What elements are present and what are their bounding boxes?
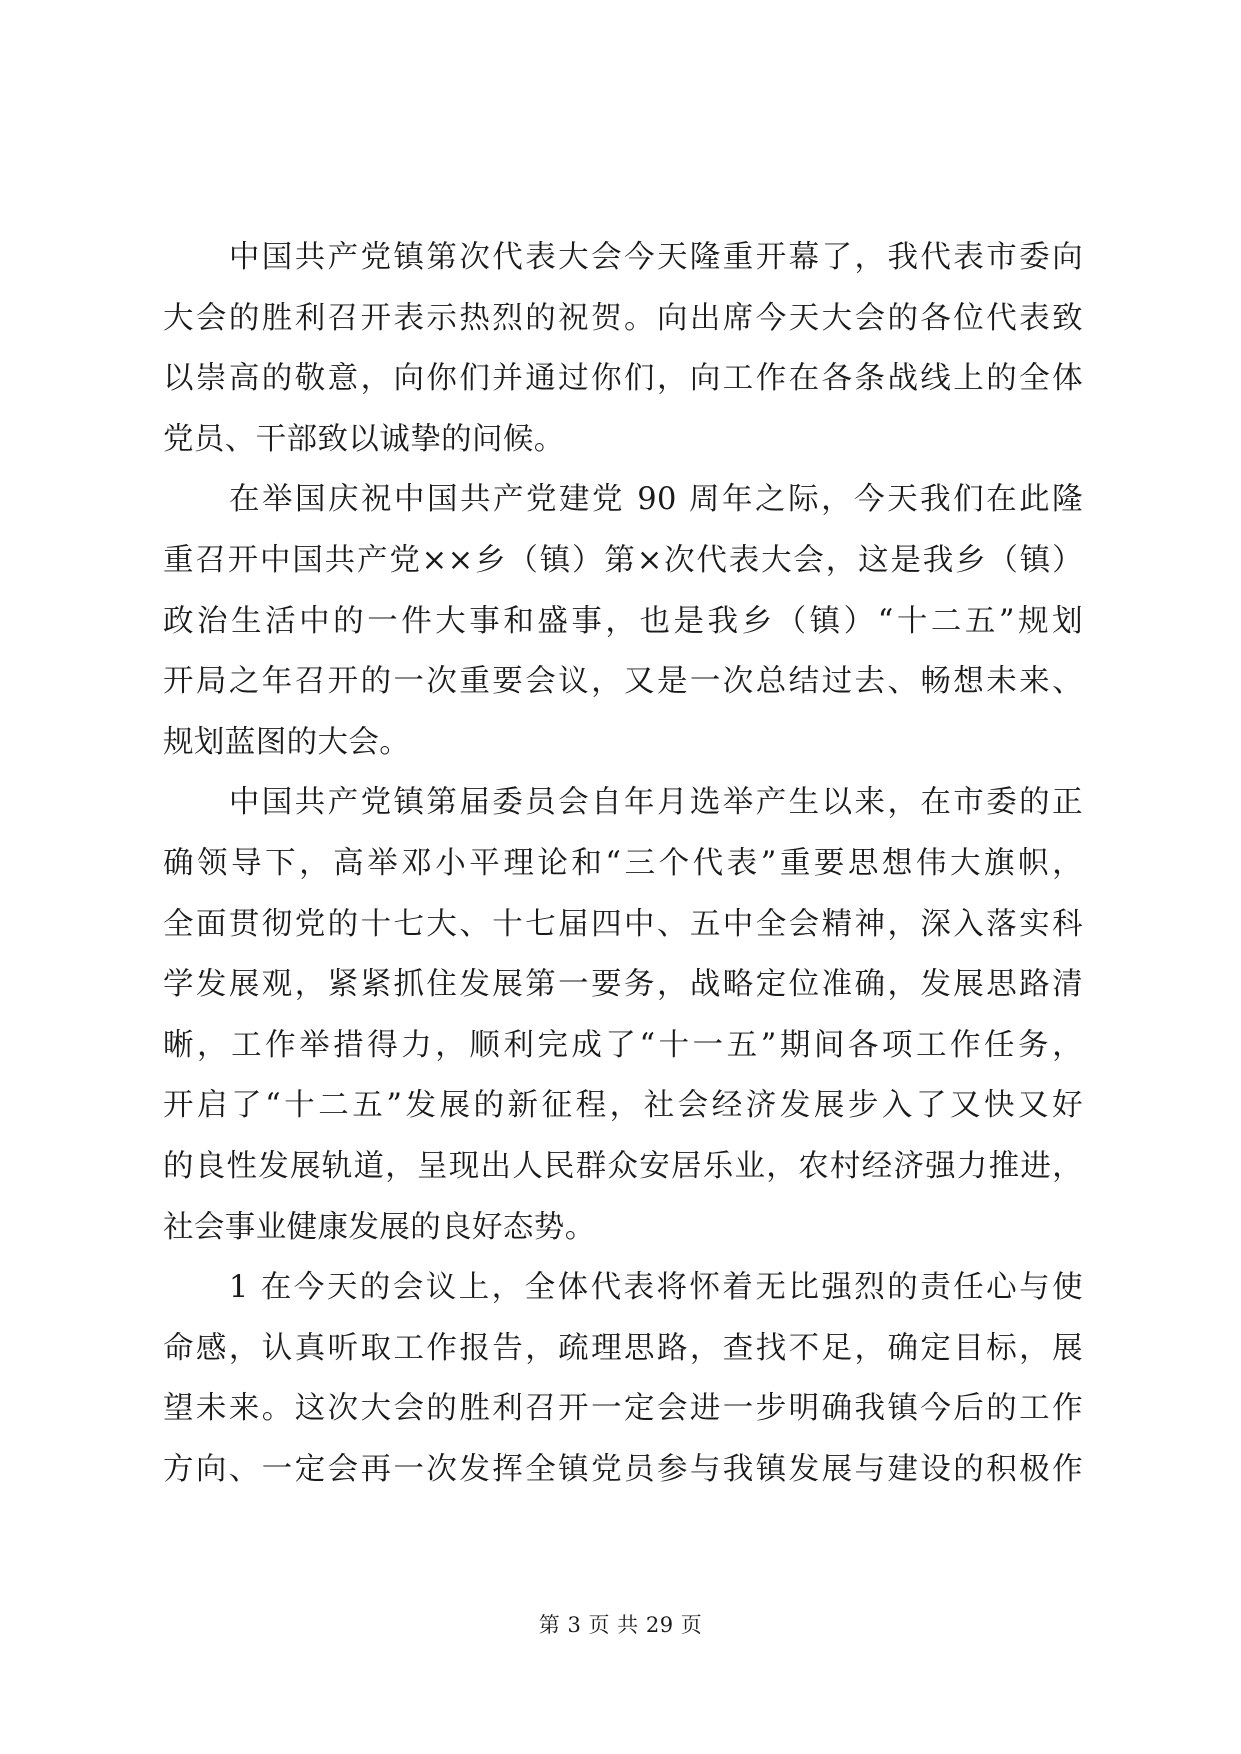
text-line: 学发展观，紧紧抓住发展第一要务，战略定位准确，发展思路清 (163, 967, 1083, 1003)
text-line: 政治生活中的一件大事和盛事，也是我乡（镇）“十二五”规划 (163, 603, 1083, 639)
text-line: 晰，工作举措得力，顺利完成了“十一五”期间各项工作任务， (163, 1027, 1083, 1063)
text-line: 社会事业健康发展的良好态势。 (163, 1209, 596, 1245)
text-line: 确领导下，高举邓小平理论和“三个代表”重要思想伟大旗帜， (163, 845, 1083, 881)
page-number-footer: 第 3 页 共 29 页 (538, 1613, 703, 1637)
text-line: 1 在今天的会议上，全体代表将怀着无比强烈的责任心与使 (163, 1270, 1083, 1306)
text-line: 大会的胜利召开表示热烈的祝贺。向出席今天大会的各位代表致 (163, 300, 1083, 336)
text-line: 开局之年召开的一次重要会议，又是一次总结过去、畅想未来、 (163, 664, 1083, 700)
text-line: 命感，认真听取工作报告，疏理思路，查找不足，确定目标，展 (163, 1330, 1083, 1366)
text-line: 党员、干部致以诚挚的问候。 (163, 421, 565, 457)
text-line: 方向、一定会再一次发挥全镇党员参与我镇发展与建设的积极作 (163, 1451, 1083, 1487)
text-line: 全面贯彻党的十七大、十七届四中、五中全会精神，深入落实科 (163, 906, 1083, 942)
text-line: 以崇高的敬意，向你们并通过你们，向工作在各条战线上的全体 (163, 361, 1083, 397)
paragraph-3 (163, 773, 1083, 1258)
text-line: 望未来。这次大会的胜利召开一定会进一步明确我镇今后的工作 (163, 1391, 1083, 1427)
text-line: 在举国庆祝中国共产党建党 90 周年之际，今天我们在此隆 (163, 482, 1083, 518)
text-line: 开启了“十二五”发展的新征程，社会经济发展步入了又快又好 (163, 1088, 1083, 1124)
paragraph-4 (163, 1258, 1083, 1500)
text-line: 重召开中国共产党××乡（镇）第×次代表大会，这是我乡（镇） (163, 542, 1083, 578)
text-line: 中国共产党镇第次代表大会今天隆重开幕了，我代表市委向 (163, 240, 1083, 275)
text-line: 规划蓝图的大会。 (163, 724, 411, 760)
paragraph-2 (163, 470, 1083, 773)
text-line: 中国共产党镇第届委员会自年月选举产生以来，在市委的正 (163, 785, 1083, 821)
text-line: 的良性发展轨道，呈现出人民群众安居乐业，农村经济强力推进， (163, 1148, 1083, 1184)
document-body (163, 228, 1083, 1500)
paragraph-1 (163, 228, 1083, 470)
